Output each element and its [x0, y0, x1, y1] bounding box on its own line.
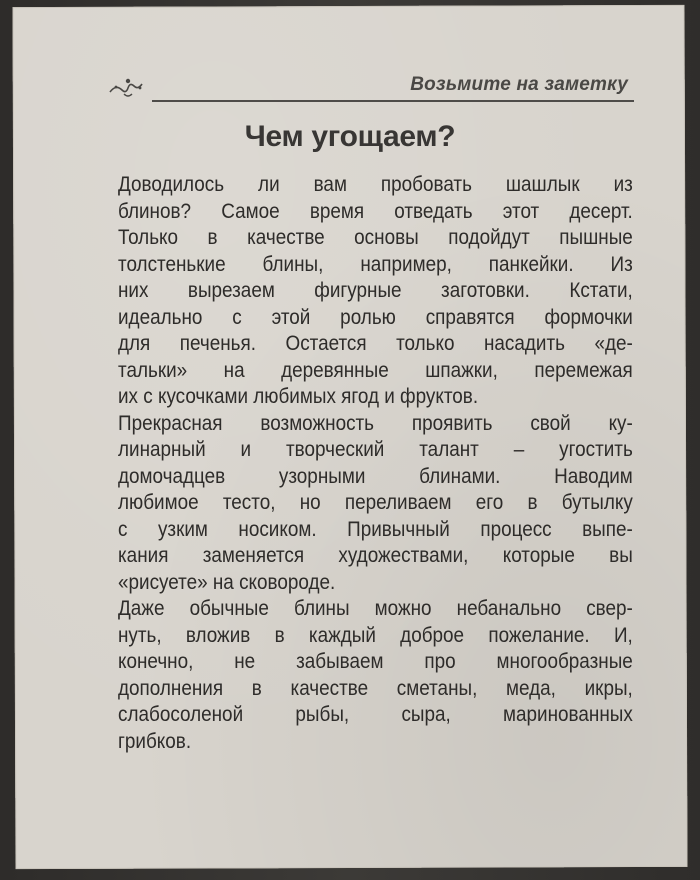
section-label: Возьмите на заметку: [410, 74, 628, 95]
text-line: слабосоленой рыбы, сыра, маринованных: [118, 703, 633, 726]
text-line: идеально с этой ролью справятся формочки: [118, 305, 633, 329]
text-line: с узким носиком. Привычный процесс выпе-: [118, 517, 633, 541]
fleuron-ornament-icon: [108, 74, 148, 98]
section-header: [108, 70, 634, 104]
text-line: блинов? Самое время отведать этот десерт.: [118, 199, 633, 223]
text-line: Только в качестве основы подойдут пышные: [118, 226, 633, 249]
text-line: дополнения в качестве сметаны, меда, икры,: [118, 676, 633, 700]
text-line: грибков.: [118, 729, 192, 753]
header-divider: [152, 100, 634, 102]
text-line: Прекрасная возможность проявить свой ку-: [118, 411, 633, 435]
text-line: конечно, не забываем про многообразные: [118, 650, 633, 673]
text-line: толстенькие блины, например, панкейки. Из: [118, 252, 633, 276]
text-line: их с кусочками любимых ягод и фруктов.: [118, 385, 479, 408]
text-line: тальки» на деревянные шпажки, перемежая: [118, 358, 633, 382]
text-line: «рисуете» на сковороде.: [118, 570, 336, 594]
article-body: [118, 172, 633, 755]
text-line: них вырезаем фигурные заготовки. Кстати,: [118, 279, 633, 302]
text-line: Даже обычные блины можно небанально свер-: [118, 597, 633, 620]
text-line: домочадцев узорными блинами. Наводим: [118, 464, 633, 488]
text-line: кания заменяется художествами, которые вы: [118, 544, 633, 567]
text-line: любимое тесто, но переливаем его в бутылку: [118, 491, 633, 514]
text-line: для печенья. Остается только насадить «де-: [118, 332, 633, 355]
article-title: Чем угощаем?: [244, 120, 456, 153]
text-line: линарный и творческий талант – угостить: [118, 438, 633, 461]
text-line: Доводилось ли вам пробовать шашлык из: [118, 173, 633, 196]
text-line: нуть, вложив в каждый доброе пожелание. И,: [118, 623, 633, 647]
